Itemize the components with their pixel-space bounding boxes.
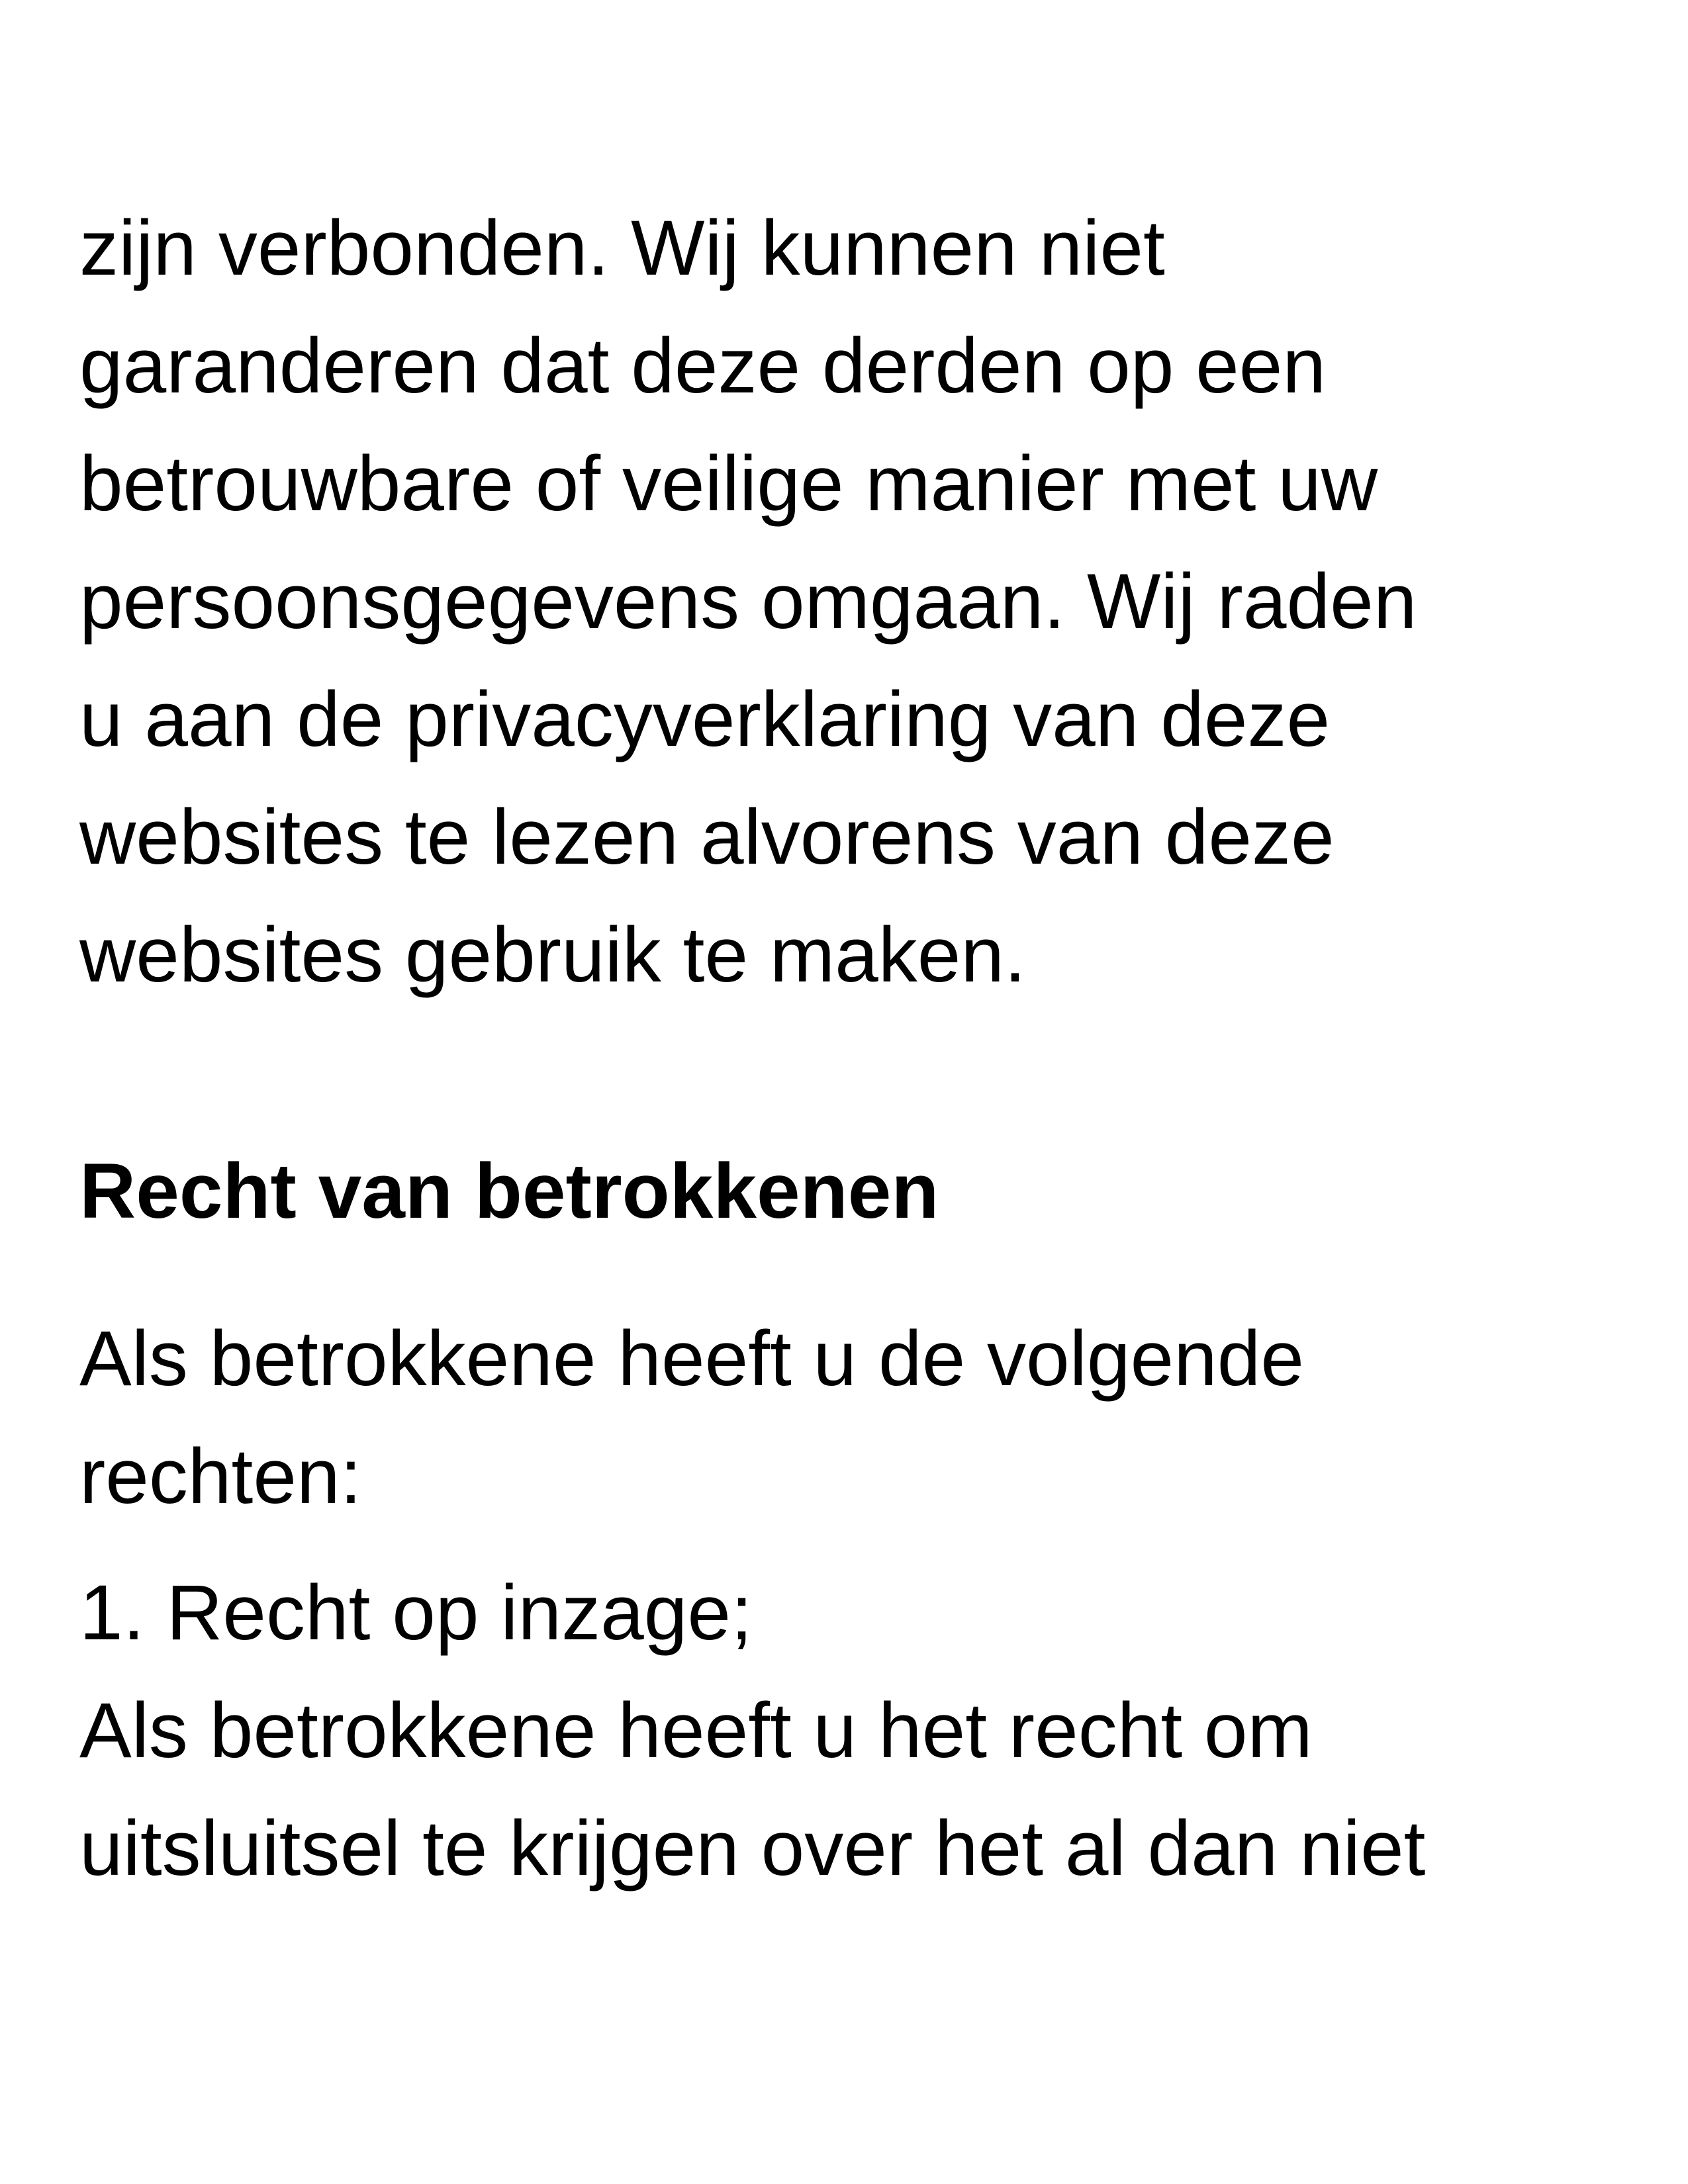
paragraph-line: websites gebruik te maken. [79, 911, 1026, 999]
paragraph-line: betrouwbare of veilige manier met uw [79, 440, 1378, 527]
paragraph-line: u aan de privacyverklaring van deze [79, 676, 1331, 763]
paragraph-line: websites te lezen alvorens van deze [79, 794, 1335, 881]
paragraph-line: persoonsgegevens omgaan. Wij raden [79, 558, 1417, 645]
section-intro-line: rechten: [79, 1433, 362, 1520]
section-heading: Recht van betrokkenen [79, 1148, 939, 1235]
list-item-line: Als betrokkene heeft u het recht om [79, 1687, 1313, 1774]
section-intro-line: Als betrokkene heeft u de volgende [79, 1315, 1304, 1402]
document-page [79, 0, 1655, 2184]
list-item-line: uitsluitsel te krijgen over het al dan niet [79, 1805, 1426, 1892]
paragraph-line: zijn verbonden. Wij kunnen niet [79, 205, 1165, 292]
list-item-title: 1. Recht op inzage; [79, 1569, 753, 1657]
paragraph-line: garanderen dat deze derden op een [79, 322, 1326, 410]
